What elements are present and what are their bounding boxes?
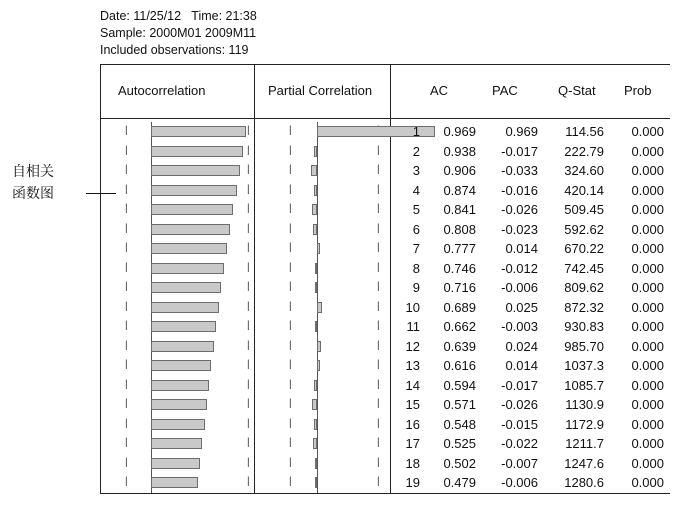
cell-pac: 0.969 [505, 124, 538, 139]
pacf-confidence-tick-left: | [289, 320, 292, 331]
pacf-confidence-tick-left: | [289, 359, 292, 370]
annotation-line-1: 自相关 [12, 163, 54, 179]
pacf-row [255, 473, 389, 493]
pacf-confidence-tick-right: | [377, 339, 380, 351]
cell-lag: 3 [412, 163, 420, 178]
pacf-bar [312, 204, 317, 215]
acf-row [101, 473, 253, 493]
pacf-confidence-tick-right: | [377, 320, 380, 331]
table-row [392, 415, 670, 435]
acf-row [101, 181, 253, 201]
cell-qstat: 985.70 [564, 338, 604, 354]
column-header-pac: PAC [492, 83, 518, 98]
cell-pac: -0.003 [501, 319, 538, 334]
acf-confidence-tick-right: | [247, 456, 250, 468]
acf-confidence-tick-right: | [247, 339, 250, 351]
pacf-row [255, 395, 389, 415]
cell-prob: 0.000 [631, 338, 664, 354]
acf-confidence-tick-right: | [247, 242, 250, 253]
pacf-bar [314, 185, 317, 196]
cell-ac: 0.548 [443, 416, 476, 432]
report-header [100, 8, 257, 59]
cell-qstat: 1247.6 [564, 455, 604, 471]
cell-ac: 0.689 [443, 299, 476, 315]
column-header-autocorrelation: Autocorrelation [118, 83, 206, 98]
pacf-confidence-tick-left: | [289, 222, 292, 234]
pacf-confidence-tick-left: | [289, 144, 292, 156]
acf-confidence-tick-left: | [125, 281, 128, 292]
cell-prob: 0.000 [631, 319, 664, 334]
pacf-plot [255, 122, 389, 493]
acf-confidence-tick-right: | [247, 125, 250, 136]
pacf-row [255, 142, 389, 162]
pacf-bar [315, 263, 317, 274]
table-row [392, 181, 670, 201]
acf-confidence-tick-left: | [125, 300, 128, 312]
acf-bar [151, 204, 233, 215]
cell-qstat: 1211.7 [565, 436, 604, 451]
pacf-confidence-tick-left: | [289, 378, 292, 390]
cell-qstat: 1130.9 [565, 397, 604, 412]
pacf-bar [313, 224, 317, 235]
acf-bar [151, 146, 243, 157]
acf-confidence-tick-left: | [125, 378, 128, 390]
cell-qstat: 222.79 [564, 143, 604, 159]
acf-row [101, 376, 253, 396]
cell-pac: -0.007 [501, 455, 538, 471]
pacf-confidence-tick-left: | [289, 437, 292, 448]
cell-ac: 0.777 [443, 241, 476, 256]
pacf-row [255, 278, 389, 298]
cell-qstat: 930.83 [564, 319, 604, 334]
cell-lag: 1 [412, 124, 420, 139]
acf-bar [151, 380, 209, 391]
pacf-confidence-tick-left: | [289, 417, 292, 429]
acf-row [101, 395, 253, 415]
pacf-row [255, 376, 389, 396]
table-row [392, 434, 670, 454]
pacf-bar [314, 419, 317, 430]
acf-bar [151, 185, 237, 196]
pacf-confidence-tick-left: | [289, 203, 292, 214]
cell-ac: 0.571 [443, 397, 476, 412]
cell-prob: 0.000 [631, 163, 664, 178]
cell-prob: 0.000 [631, 475, 664, 490]
cell-prob: 0.000 [631, 202, 664, 217]
cell-ac: 0.746 [443, 260, 476, 276]
cell-lag: 7 [412, 241, 420, 256]
cell-lag: 4 [412, 182, 420, 198]
acf-bar [151, 126, 246, 137]
acf-row [101, 317, 253, 337]
acf-confidence-tick-right: | [247, 281, 250, 292]
pacf-confidence-tick-left: | [289, 125, 292, 136]
acf-row [101, 220, 253, 240]
acf-row [101, 434, 253, 454]
pacf-confidence-tick-right: | [377, 417, 380, 429]
report-sample: Sample: 2000M01 2009M11 [100, 26, 257, 40]
acf-bar [151, 282, 221, 293]
pacf-confidence-tick-right: | [377, 456, 380, 468]
table-row [392, 239, 670, 259]
acf-confidence-tick-left: | [125, 261, 128, 273]
table-row [392, 200, 670, 220]
acf-row [101, 356, 253, 376]
cell-ac: 0.716 [443, 280, 476, 295]
cell-lag: 17 [405, 436, 420, 451]
acf-row [101, 415, 253, 435]
acf-confidence-tick-left: | [125, 359, 128, 370]
acf-confidence-tick-right: | [247, 261, 250, 273]
pacf-row [255, 259, 389, 279]
cell-pac: -0.033 [501, 163, 538, 178]
acf-row [101, 337, 253, 357]
table-row [392, 473, 670, 493]
cell-lag: 9 [412, 280, 420, 295]
pacf-confidence-tick-left: | [289, 456, 292, 468]
cell-pac: -0.026 [501, 397, 538, 412]
acf-confidence-tick-left: | [125, 164, 128, 175]
pacf-confidence-tick-right: | [377, 398, 380, 409]
pacf-confidence-tick-right: | [377, 300, 380, 312]
table-row [392, 161, 670, 181]
pacf-bar [317, 243, 320, 254]
cell-ac: 0.841 [443, 202, 476, 217]
pacf-row [255, 356, 389, 376]
acf-row [101, 298, 253, 318]
pacf-confidence-tick-left: | [289, 164, 292, 175]
acf-bar [151, 438, 202, 449]
cell-qstat: 872.32 [564, 299, 604, 315]
cell-ac: 0.594 [443, 377, 476, 393]
acf-row [101, 278, 253, 298]
acf-confidence-tick-left: | [125, 183, 128, 195]
table-row [392, 454, 670, 474]
cell-lag: 8 [412, 260, 420, 276]
acf-bar [151, 243, 227, 254]
acf-bar [151, 263, 224, 274]
acf-confidence-tick-right: | [247, 378, 250, 390]
report-date-time: Date: 11/25/12 Time: 21:38 [100, 9, 257, 23]
cell-ac: 0.808 [443, 221, 476, 237]
pacf-row [255, 317, 389, 337]
column-header-ac: AC [430, 83, 449, 98]
pacf-confidence-tick-left: | [289, 398, 292, 409]
cell-prob: 0.000 [631, 377, 664, 393]
pacf-confidence-tick-right: | [377, 203, 380, 214]
table-row [392, 278, 670, 298]
acf-confidence-tick-right: | [247, 183, 250, 195]
cell-ac: 0.616 [443, 358, 476, 373]
acf-bar [151, 321, 216, 332]
table-row [392, 122, 670, 142]
acf-confidence-tick-right: | [247, 164, 250, 175]
cell-pac: -0.015 [501, 416, 538, 432]
cell-prob: 0.000 [631, 280, 664, 295]
pacf-confidence-tick-right: | [377, 164, 380, 175]
acf-bar [151, 302, 219, 313]
acf-confidence-tick-right: | [247, 320, 250, 331]
cell-pac: 0.025 [505, 299, 538, 315]
acf-confidence-tick-left: | [125, 203, 128, 214]
acf-confidence-tick-left: | [125, 144, 128, 156]
cell-prob: 0.000 [631, 358, 664, 373]
cell-pac: 0.014 [505, 358, 538, 373]
cell-lag: 18 [405, 455, 420, 471]
cell-qstat: 324.60 [564, 163, 604, 178]
acf-confidence-tick-left: | [125, 476, 128, 487]
pacf-bar [315, 321, 317, 332]
acf-confidence-tick-right: | [247, 398, 250, 409]
cell-ac: 0.938 [443, 143, 476, 159]
pacf-confidence-tick-right: | [377, 378, 380, 390]
acf-bar [151, 224, 230, 235]
acf-confidence-tick-left: | [125, 398, 128, 409]
acf-confidence-tick-left: | [125, 320, 128, 331]
pacf-confidence-tick-left: | [289, 300, 292, 312]
pacf-confidence-tick-left: | [289, 261, 292, 273]
pacf-row [255, 200, 389, 220]
report-observations: Included observations: 119 [100, 43, 249, 57]
pacf-row [255, 337, 389, 357]
pacf-confidence-tick-left: | [289, 281, 292, 292]
cell-pac: -0.023 [501, 221, 538, 237]
cell-ac: 0.479 [443, 475, 476, 490]
cell-ac: 0.874 [443, 182, 476, 198]
pacf-confidence-tick-right: | [377, 242, 380, 253]
pacf-row [255, 220, 389, 240]
table-row [392, 142, 670, 162]
cell-qstat: 114.56 [565, 124, 604, 139]
cell-lag: 12 [405, 338, 420, 354]
table-row [392, 220, 670, 240]
acf-confidence-tick-left: | [125, 242, 128, 253]
pacf-bar [312, 399, 317, 410]
pacf-row [255, 298, 389, 318]
annotation-line-2: 函数图 [12, 185, 54, 201]
acf-bar [151, 165, 240, 176]
cell-pac: 0.024 [505, 338, 538, 354]
cell-qstat: 670.22 [564, 241, 604, 256]
cell-lag: 14 [405, 377, 420, 393]
table-header-separator [100, 118, 670, 119]
acf-confidence-tick-left: | [125, 417, 128, 429]
cell-pac: -0.017 [501, 143, 538, 159]
acf-plot [101, 122, 253, 493]
cell-pac: -0.017 [501, 377, 538, 393]
cell-pac: -0.012 [501, 260, 538, 276]
acf-confidence-tick-right: | [247, 222, 250, 234]
cell-qstat: 1280.6 [564, 475, 604, 490]
cell-prob: 0.000 [631, 436, 664, 451]
table-row [392, 298, 670, 318]
table-row [392, 356, 670, 376]
pacf-bar [311, 165, 317, 176]
acf-confidence-tick-right: | [247, 437, 250, 448]
acf-row [101, 454, 253, 474]
column-header-qstat: Q-Stat [558, 83, 596, 98]
pacf-bar [317, 302, 322, 313]
pacf-confidence-tick-right: | [377, 359, 380, 370]
correlogram-table [100, 64, 670, 494]
cell-lag: 15 [405, 397, 420, 412]
cell-qstat: 509.45 [564, 202, 604, 217]
pacf-row [255, 161, 389, 181]
pacf-confidence-tick-left: | [289, 242, 292, 253]
cell-pac: -0.026 [501, 202, 538, 217]
pacf-row [255, 434, 389, 454]
cell-ac: 0.502 [443, 455, 476, 471]
acf-confidence-tick-right: | [247, 300, 250, 312]
pacf-confidence-tick-right: | [377, 281, 380, 292]
pacf-bar [314, 380, 317, 391]
acf-row [101, 161, 253, 181]
cell-prob: 0.000 [631, 455, 664, 471]
column-header-prob: Prob [624, 83, 652, 98]
acf-confidence-tick-left: | [125, 222, 128, 234]
table-row [392, 317, 670, 337]
pacf-confidence-tick-right: | [377, 437, 380, 448]
cell-ac: 0.662 [443, 319, 476, 334]
cell-pac: -0.016 [501, 182, 538, 198]
pacf-confidence-tick-right: | [377, 183, 380, 195]
cell-qstat: 1172.9 [565, 416, 604, 432]
acf-bar [151, 399, 207, 410]
pacf-confidence-tick-right: | [377, 222, 380, 234]
acf-confidence-tick-left: | [125, 456, 128, 468]
pacf-confidence-tick-right: | [377, 476, 380, 487]
acf-bar [151, 360, 211, 371]
cell-prob: 0.000 [631, 124, 664, 139]
acf-bar [151, 419, 205, 430]
cell-lag: 2 [412, 143, 420, 159]
cell-ac: 0.969 [443, 124, 476, 139]
cell-pac: 0.014 [505, 241, 538, 256]
cell-pac: -0.006 [501, 280, 538, 295]
pacf-confidence-tick-left: | [289, 183, 292, 195]
cell-pac: -0.006 [501, 475, 538, 490]
acf-row [101, 142, 253, 162]
cell-prob: 0.000 [631, 299, 664, 315]
pacf-confidence-tick-left: | [289, 339, 292, 351]
annotation-label [12, 160, 98, 204]
cell-qstat: 1085.7 [564, 377, 604, 393]
cell-lag: 6 [412, 221, 420, 237]
cell-prob: 0.000 [631, 260, 664, 276]
pacf-bar [317, 341, 321, 352]
pacf-bar [315, 477, 317, 488]
pacf-bar [313, 438, 317, 449]
table-row [392, 376, 670, 396]
acf-confidence-tick-right: | [247, 359, 250, 370]
acf-confidence-tick-right: | [247, 203, 250, 214]
acf-confidence-tick-right: | [247, 417, 250, 429]
cell-prob: 0.000 [631, 143, 664, 159]
acf-confidence-tick-right: | [247, 476, 250, 487]
pacf-confidence-tick-left: | [289, 476, 292, 487]
table-row [392, 395, 670, 415]
cell-ac: 0.906 [443, 163, 476, 178]
cell-ac: 0.639 [443, 338, 476, 354]
cell-prob: 0.000 [631, 241, 664, 256]
cell-lag: 19 [405, 475, 420, 490]
pacf-bar [317, 360, 320, 371]
pacf-bar [314, 146, 317, 157]
pacf-row [255, 122, 389, 142]
cell-prob: 0.000 [631, 397, 664, 412]
cell-prob: 0.000 [631, 416, 664, 432]
cell-lag: 5 [412, 202, 420, 217]
cell-qstat: 809.62 [564, 280, 604, 295]
column-header-partial-correlation: Partial Correlation [268, 83, 373, 98]
acf-bar [151, 341, 214, 352]
acf-confidence-tick-left: | [125, 339, 128, 351]
pacf-confidence-tick-right: | [377, 144, 380, 156]
cell-qstat: 420.14 [564, 182, 604, 198]
cell-lag: 10 [405, 299, 420, 315]
acf-confidence-tick-right: | [247, 144, 250, 156]
table-row [392, 337, 670, 357]
cell-lag: 11 [406, 319, 420, 334]
acf-confidence-tick-left: | [125, 437, 128, 448]
cell-ac: 0.525 [443, 436, 476, 451]
acf-row [101, 239, 253, 259]
table-row [392, 259, 670, 279]
pacf-row [255, 454, 389, 474]
acf-row [101, 259, 253, 279]
statistics-columns [392, 122, 670, 493]
pacf-row [255, 181, 389, 201]
cell-prob: 0.000 [631, 182, 664, 198]
cell-qstat: 742.45 [564, 260, 604, 276]
pacf-bar [315, 282, 317, 293]
cell-pac: -0.022 [501, 436, 538, 451]
cell-qstat: 592.62 [564, 221, 604, 237]
cell-prob: 0.000 [631, 221, 664, 237]
cell-qstat: 1037.3 [564, 358, 604, 373]
acf-row [101, 122, 253, 142]
pacf-bar [315, 458, 317, 469]
acf-row [101, 200, 253, 220]
cell-lag: 16 [405, 416, 420, 432]
acf-confidence-tick-left: | [125, 125, 128, 136]
pacf-row [255, 239, 389, 259]
acf-bar [151, 477, 198, 488]
pacf-confidence-tick-right: | [377, 261, 380, 273]
cell-lag: 13 [405, 358, 420, 373]
pacf-row [255, 415, 389, 435]
acf-bar [151, 458, 200, 469]
